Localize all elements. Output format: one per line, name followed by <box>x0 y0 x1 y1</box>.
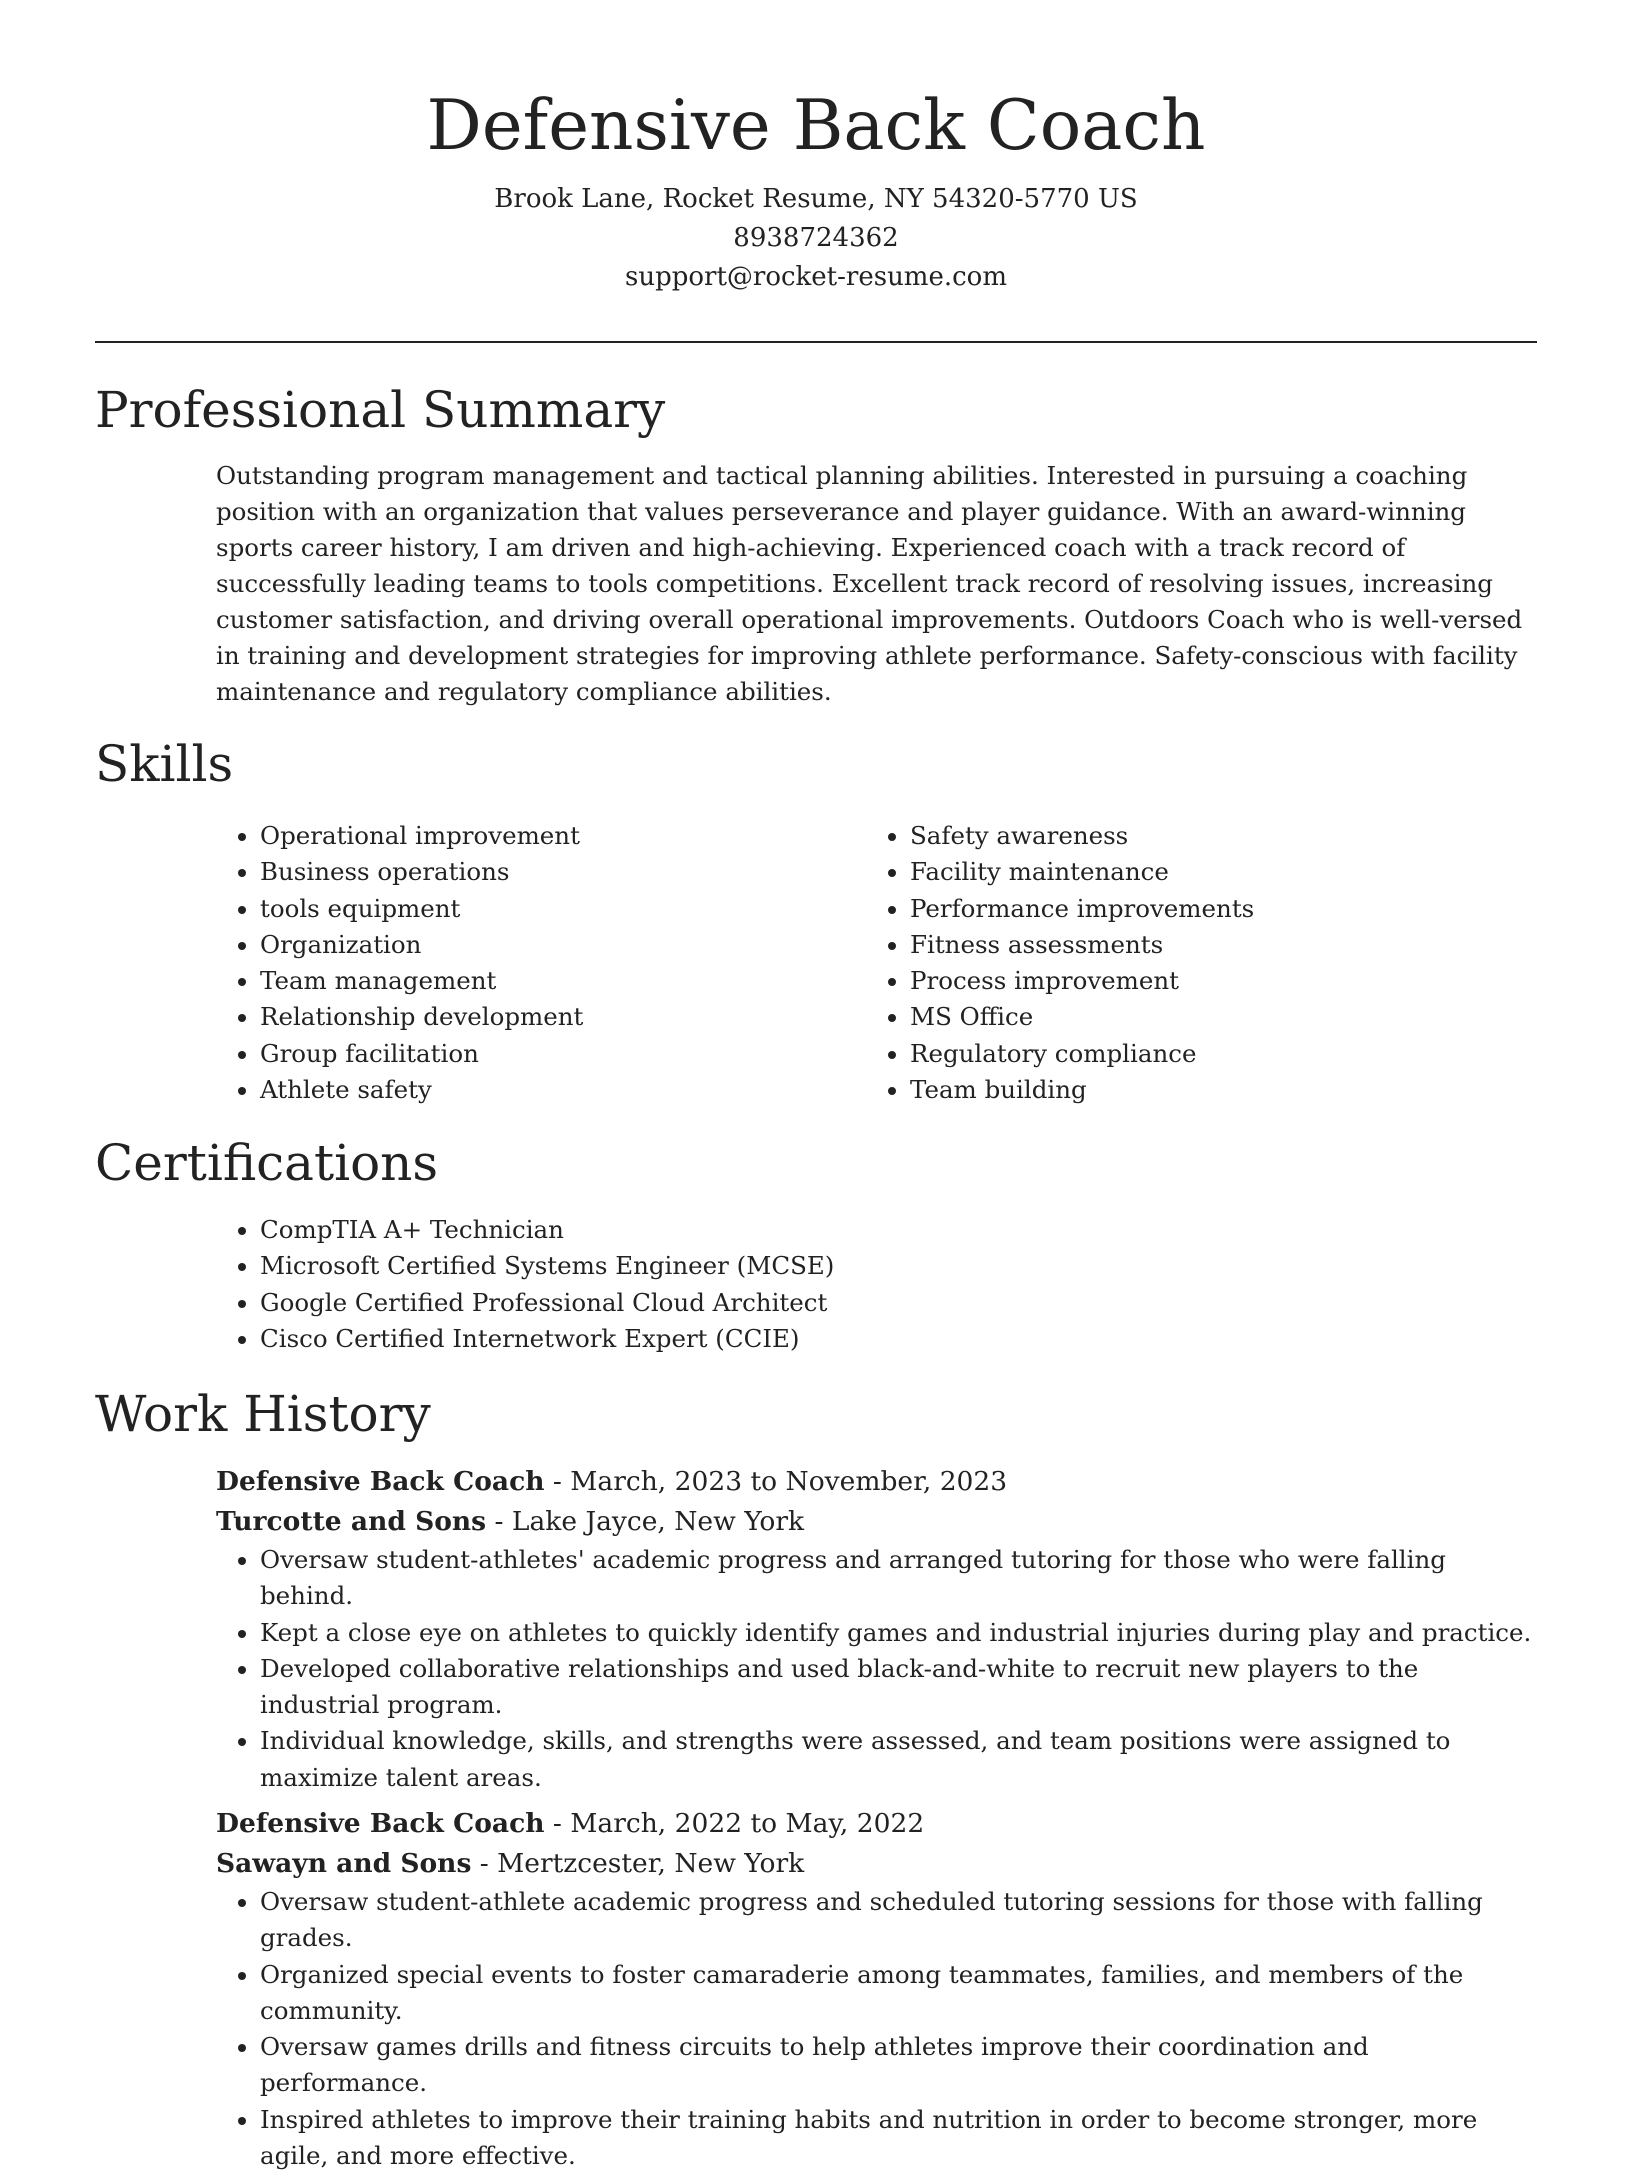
job-bullet: • Individual knowledge, skills, and strengths were assessed, and team positions were assigned to maximize talent areas. <box>260 1723 1536 1796</box>
certification-item: • CompTIA A+ Technician <box>260 1212 1216 1248</box>
skill-item: • Process improvement <box>910 963 1486 999</box>
job-bullet: • Developed collaborative relationships and used black-and-white to recruit new players to the industrial program. <box>260 1651 1536 1724</box>
certification-item: • Google Certified Professional Cloud Architect <box>260 1285 1216 1321</box>
job-company-line <box>216 1502 1536 1542</box>
phone: 8938724362 <box>733 223 899 253</box>
skill-item: • Safety awareness <box>910 818 1486 854</box>
skill-item: • Relationship development <box>260 999 836 1035</box>
skill-item: • Business operations <box>260 854 836 890</box>
skill-item: • Athlete safety <box>260 1072 836 1108</box>
job-dates: - March, 2022 to May, 2022 <box>544 1808 925 1839</box>
job-location: - Mertzcester, New York <box>471 1848 805 1879</box>
job-bullet-list <box>216 1542 1536 1796</box>
skill-item: • Fitness assessments <box>910 927 1486 963</box>
skill-item: • Organization <box>260 927 836 963</box>
skill-item: • tools equipment <box>260 891 836 927</box>
contact-block <box>95 180 1537 297</box>
certifications-list <box>216 1212 1216 1357</box>
job-bullet: • Organized special events to foster camaraderie among teammates, families, and members of the community. <box>260 1957 1536 2030</box>
job-role: Defensive Back Coach <box>216 1466 545 1497</box>
skill-item: • Regulatory compliance <box>910 1036 1486 1072</box>
job-bullet: • Oversaw student-athletes' academic progress and arranged tutoring for those who were falling behind. <box>260 1542 1536 1615</box>
candidate-name: Defensive Back Coach <box>426 86 1206 166</box>
skill-item: • Facility maintenance <box>910 854 1486 890</box>
skill-item: • Operational improvement <box>260 818 836 854</box>
job-title-line <box>216 1462 1536 1502</box>
certification-item: • Microsoft Certified Systems Engineer (MCSE) <box>260 1248 1216 1284</box>
job-company: Turcotte and Sons <box>216 1506 487 1537</box>
job-entry <box>216 1804 1536 2174</box>
skill-item: • Team building <box>910 1072 1486 1108</box>
job-company-line <box>216 1844 1536 1884</box>
skills-left-column <box>216 818 836 1108</box>
skill-item: • MS Office <box>910 999 1486 1035</box>
job-bullet-list <box>216 1884 1536 2174</box>
skill-item: • Group facilitation <box>260 1036 836 1072</box>
work-history-heading: Work History <box>95 1385 431 1443</box>
email: support@rocket-resume.com <box>624 262 1007 292</box>
certifications-column <box>216 1212 1216 1357</box>
skill-item: • Team management <box>260 963 836 999</box>
skills-list-right <box>866 818 1486 1108</box>
job-bullet: • Oversaw games drills and fitness circuits to help athletes improve their coordination and performance. <box>260 2029 1536 2102</box>
job-entry <box>216 1462 1536 1796</box>
job-location: - Lake Jayce, New York <box>486 1506 805 1537</box>
skills-heading: Skills <box>95 735 234 793</box>
resume-header <box>95 82 1537 297</box>
skill-item: • Performance improvements <box>910 891 1486 927</box>
job-bullet: • Inspired athletes to improve their training habits and nutrition in order to become stronger, more agile, and more effective. <box>260 2102 1536 2174</box>
address: Brook Lane, Rocket Resume, NY 54320-5770 US <box>494 184 1138 214</box>
summary-text: Outstanding program management and tactical planning abilities. Interested in pursuing a coaching position with an organization that values perseverance and player guidance. With an award-winning sports career history, I am driven and high-achieving. Experienced coach with a track record of successfully leading teams to tools competitions. Excellent track record of resolving issues, increasing customer satisfaction, and driving overall operational improvements. Outdoors Coach who is well-versed in training and development strategies for improving athlete performance. Safety-conscious with facility maintenance and regulatory compliance abilities. <box>216 461 1523 706</box>
job-bullet: • Oversaw student-athlete academic progress and scheduled tutoring sessions for those with falling grades. <box>260 1884 1536 1957</box>
job-company: Sawayn and Sons <box>216 1848 472 1879</box>
certification-item: • Cisco Certified Internetwork Expert (CCIE) <box>260 1321 1216 1357</box>
job-title-line <box>216 1804 1536 1844</box>
summary-heading: Professional Summary <box>95 381 666 439</box>
job-role: Defensive Back Coach <box>216 1808 545 1839</box>
job-bullet: • Kept a close eye on athletes to quickly identify games and industrial injuries during play and practice. <box>260 1615 1536 1651</box>
job-dates: - March, 2023 to November, 2023 <box>544 1466 1008 1497</box>
skills-list-left <box>216 818 836 1108</box>
skills-right-column <box>866 818 1486 1108</box>
certifications-heading: Certifications <box>95 1134 439 1192</box>
header-divider <box>95 341 1537 343</box>
